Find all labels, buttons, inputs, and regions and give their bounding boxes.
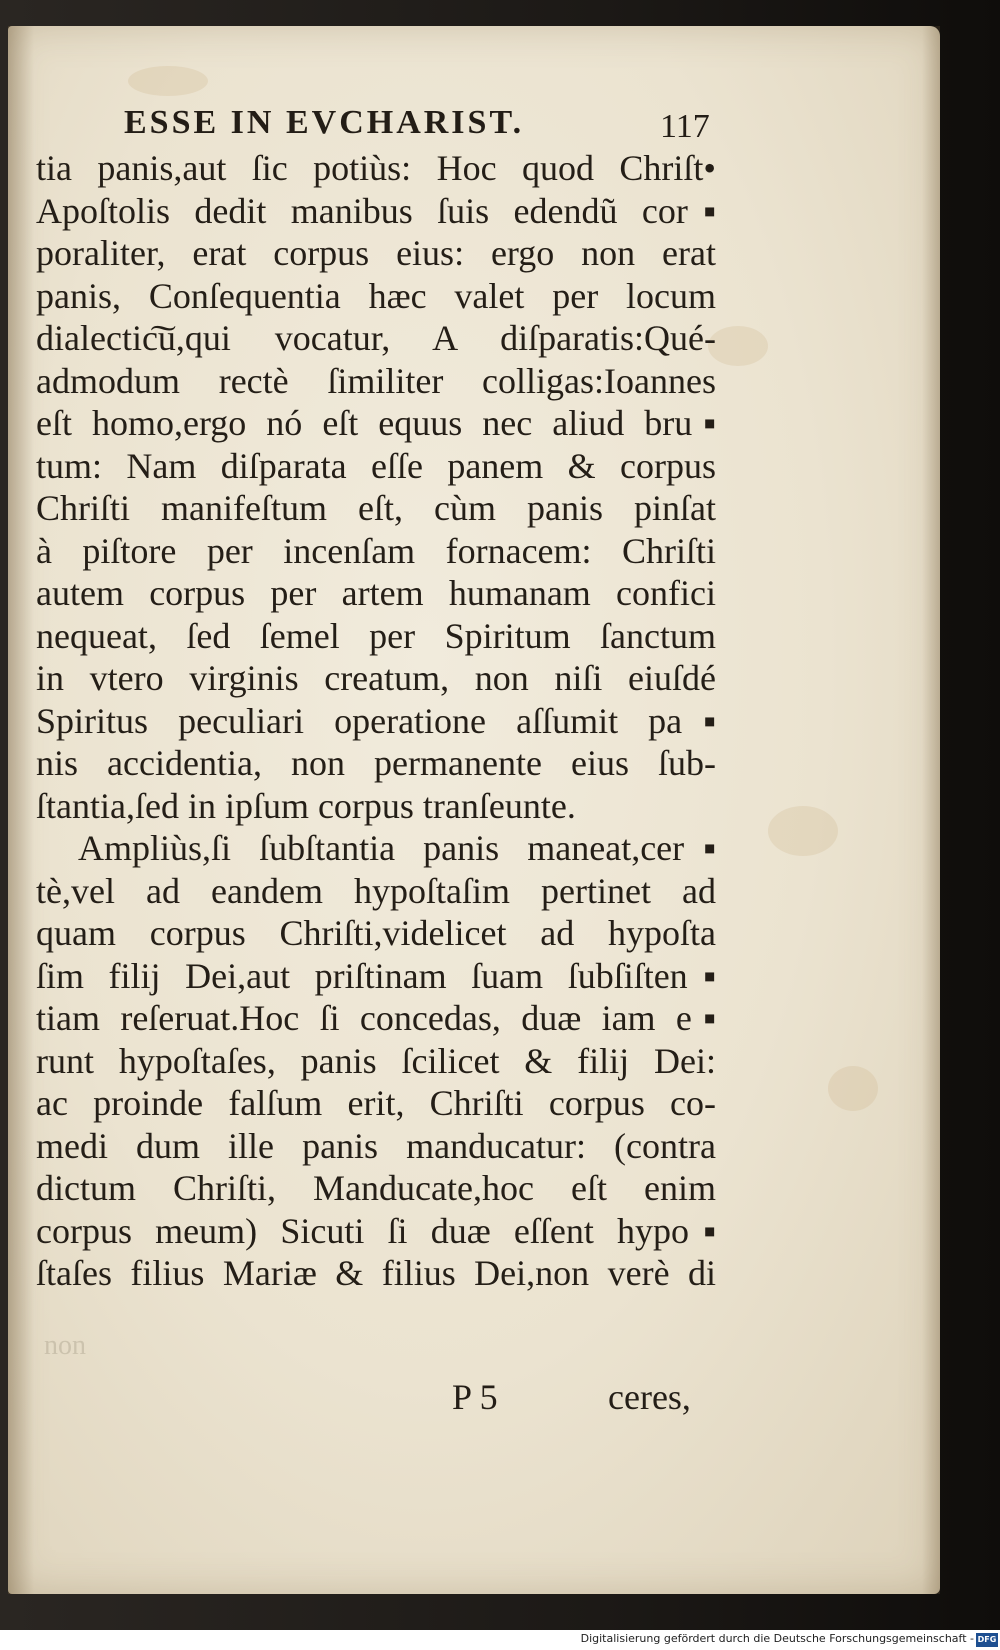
text-line-1: tia panis,aut ſic potiùs: Hoc quod Chriſt• — [36, 148, 716, 188]
page-number: 117 — [660, 108, 710, 145]
text-line-10: à piſtore per incenſam fornacem: Chriſti — [36, 530, 716, 571]
text-line-12: nequeat, ſed ſemel per Spiritum ſanctum — [36, 615, 716, 656]
signature-mark: P 5 — [452, 1377, 498, 1417]
paper-stain — [768, 806, 838, 856]
text-line-8: tum: Nam diſparata eſſe panem & corpus — [36, 445, 716, 486]
text-line-4: panis, Conſequentia hæc valet per locum — [36, 275, 716, 316]
text-line-7: eſt homo,ergo nó eſt equus nec aliud bru▪ — [36, 403, 716, 443]
text-line-24: medi dum ille panis manducatur: (contra — [36, 1125, 716, 1166]
text-line-26: corpus meum) Sicuti ſi duæ eſſent hypo▪ — [36, 1210, 716, 1251]
bleed-through-text: non — [44, 1330, 86, 1361]
text-line-2: Apoſtolis dedit manibus ſuis edendũ cor▪ — [36, 190, 716, 231]
page-spine-shadow — [8, 26, 34, 1594]
text-line-18: tè,vel ad eandem hypoſtaſim pertinet ad — [36, 870, 716, 911]
credit-bar — [0, 1630, 1000, 1650]
body-text — [36, 147, 716, 1295]
text-line-5: dialectic͠u,qui vocatur, A diſparatis:Qué- — [36, 318, 716, 358]
text-line-22: runt hypoſtaſes, panis ſcilicet & filij Dei: — [36, 1040, 716, 1081]
paper-stain — [708, 326, 768, 366]
running-head: ESSE IN EVCHARIST. — [124, 104, 525, 141]
digitization-credit: Digitalisierung gefördert durch die Deutsche Forschungsgemeinschaft - — [580, 1632, 974, 1645]
text-line-16: ſtantia,ſed in ipſum corpus tranſeunte. — [36, 785, 576, 826]
text-line-14: Spiritus peculiari operatione aſſumit pa▪ — [36, 700, 716, 741]
text-line-20: ſim filij Dei,aut priſtinam ſuam ſubſiſten▪ — [36, 955, 716, 996]
text-line-11: autem corpus per artem humanam confici — [36, 573, 716, 613]
text-line-27: ſtaſes filius Mariæ & filius Dei,non verè di — [36, 1253, 716, 1293]
text-line-9: Chriſti manifeſtum eſt, cùm panis pinſat — [36, 488, 716, 528]
text-line-13: in vtero virginis creatum, non niſi eiuſdé — [36, 658, 716, 698]
text-line-23: ac proinde falſum erit, Chriſti corpus co- — [36, 1083, 716, 1123]
text-line-25: dictum Chriſti, Manducate,hoc eſt enim — [36, 1168, 716, 1208]
catchword: ceres, — [608, 1377, 691, 1417]
text-line-17: Ampliùs,ſi ſubſtantia panis maneat,cer▪ — [78, 828, 716, 868]
text-line-15: nis accidentia, non permanente eius ſub- — [36, 743, 716, 783]
text-line-6: admodum rectè ſimiliter colligas:Ioannes — [36, 360, 716, 401]
text-line-19: quam corpus Chriſti,videlicet ad hypoſta — [36, 913, 716, 953]
paper-stain — [128, 66, 208, 96]
text-line-21: tiam reſeruat.Hoc ſi concedas, duæ iam e▪ — [36, 998, 716, 1038]
paper-stain — [828, 1066, 878, 1111]
page-edge-shadow — [922, 26, 940, 1594]
text-line-3: poraliter, erat corpus eius: ergo non erat — [36, 233, 716, 273]
dfg-logo-icon: DFG — [976, 1633, 998, 1647]
